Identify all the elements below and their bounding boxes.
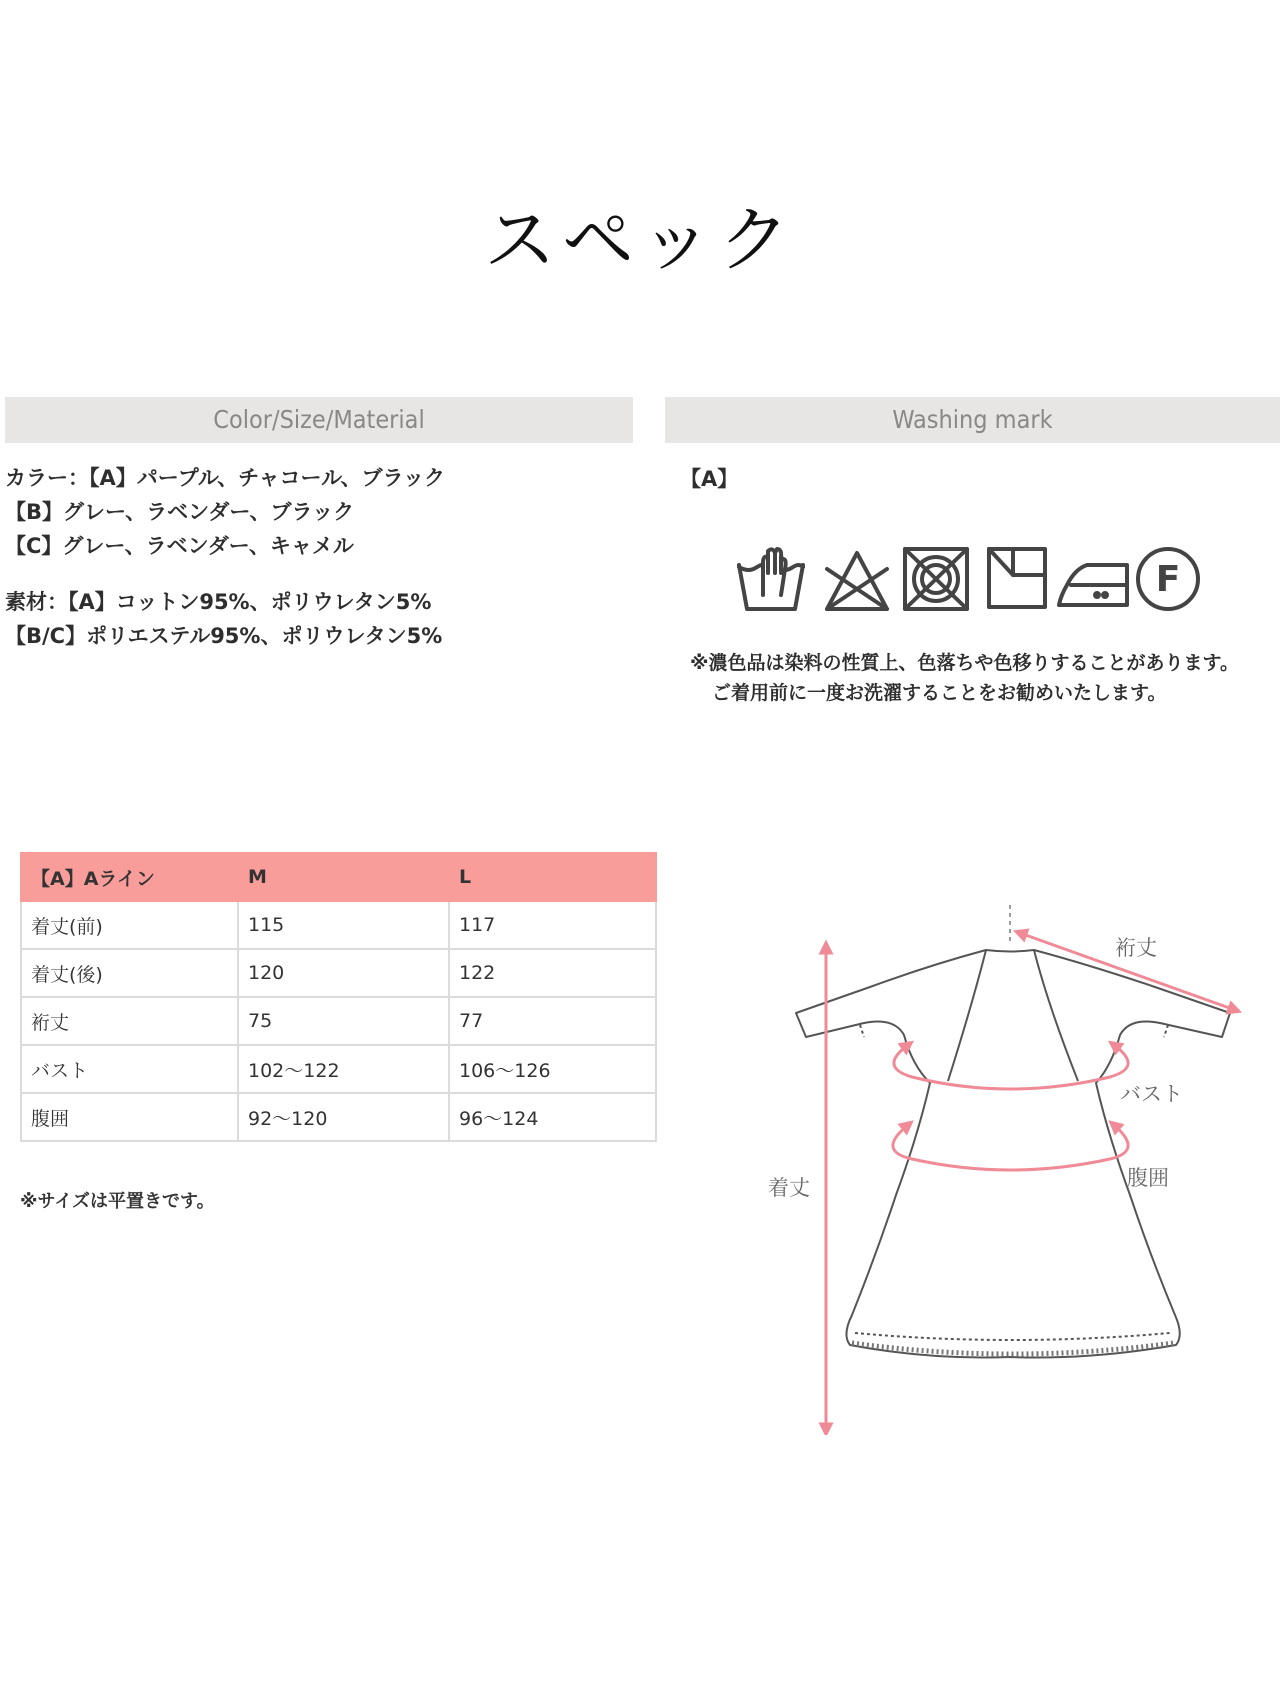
washing-mark-header: Washing mark bbox=[665, 397, 1280, 443]
header-cell-l: L bbox=[449, 853, 656, 901]
table-header-row bbox=[21, 853, 656, 901]
row-label: 着丈(後) bbox=[21, 949, 238, 997]
diagram-label-waist: 腹囲 bbox=[1127, 1166, 1169, 1190]
washing-note-1: ※濃色品は染料の性質上、色落ちや色移りすることがあります。 bbox=[690, 652, 1239, 674]
size-table bbox=[20, 852, 657, 1142]
row-label: バスト bbox=[21, 1045, 238, 1093]
row-value-m: 102〜122 bbox=[238, 1045, 449, 1093]
shade-dry-icon bbox=[989, 549, 1045, 607]
material-line-a: 素材：【A】コットン95%、ポリウレタン5% bbox=[5, 590, 432, 614]
row-value-l: 77 bbox=[449, 997, 656, 1045]
garment-diagram bbox=[760, 895, 1260, 1435]
size-note: ※サイズは平置きです。 bbox=[20, 1191, 215, 1212]
washing-variant-label: 【A】 bbox=[680, 467, 739, 491]
color-line-a: カラー：【A】パープル、チャコール、ブラック bbox=[5, 466, 446, 490]
row-value-m: 75 bbox=[238, 997, 449, 1045]
diagram-label-sleeve: 裄丈 bbox=[1115, 936, 1157, 960]
no-tumble-dry-icon bbox=[905, 549, 967, 609]
dress-outline bbox=[796, 950, 1230, 1358]
table-row bbox=[21, 949, 656, 997]
row-value-l: 117 bbox=[449, 901, 656, 949]
row-label: 着丈(前) bbox=[21, 901, 238, 949]
row-value-m: 120 bbox=[238, 949, 449, 997]
no-bleach-icon bbox=[827, 553, 887, 609]
hand-wash-icon bbox=[739, 549, 803, 609]
table-row bbox=[21, 1093, 656, 1141]
row-value-l: 96〜124 bbox=[449, 1093, 656, 1141]
color-size-material-header: Color/Size/Material bbox=[5, 397, 633, 443]
row-label: 裄丈 bbox=[21, 997, 238, 1045]
diagram-label-length: 着丈 bbox=[768, 1176, 810, 1200]
row-value-l: 122 bbox=[449, 949, 656, 997]
row-label: 腹囲 bbox=[21, 1093, 238, 1141]
table-row bbox=[21, 901, 656, 949]
color-line-c: 【C】グレー、ラベンダー、キャメル bbox=[5, 534, 354, 558]
dry-clean-letter: F bbox=[1155, 559, 1181, 600]
washing-marks bbox=[735, 545, 1205, 615]
low-iron-icon bbox=[1059, 565, 1127, 605]
table-row bbox=[21, 997, 656, 1045]
material-line-bc: 【B/C】ポリエステル95%、ポリウレタン5% bbox=[5, 624, 443, 648]
header-cell-style: 【A】Aライン bbox=[21, 853, 238, 901]
row-value-m: 92〜120 bbox=[238, 1093, 449, 1141]
row-value-m: 115 bbox=[238, 901, 449, 949]
diagram-label-bust: バスト bbox=[1120, 1082, 1183, 1106]
row-value-l: 106〜126 bbox=[449, 1045, 656, 1093]
header-cell-m: M bbox=[238, 853, 449, 901]
table-row bbox=[21, 1045, 656, 1093]
color-line-b: 【B】グレー、ラベンダー、ブラック bbox=[5, 500, 355, 524]
washing-note-2: ご着用前に一度お洗濯することをお勧めいたします。 bbox=[712, 682, 1167, 704]
page-title: スペック bbox=[483, 198, 796, 282]
